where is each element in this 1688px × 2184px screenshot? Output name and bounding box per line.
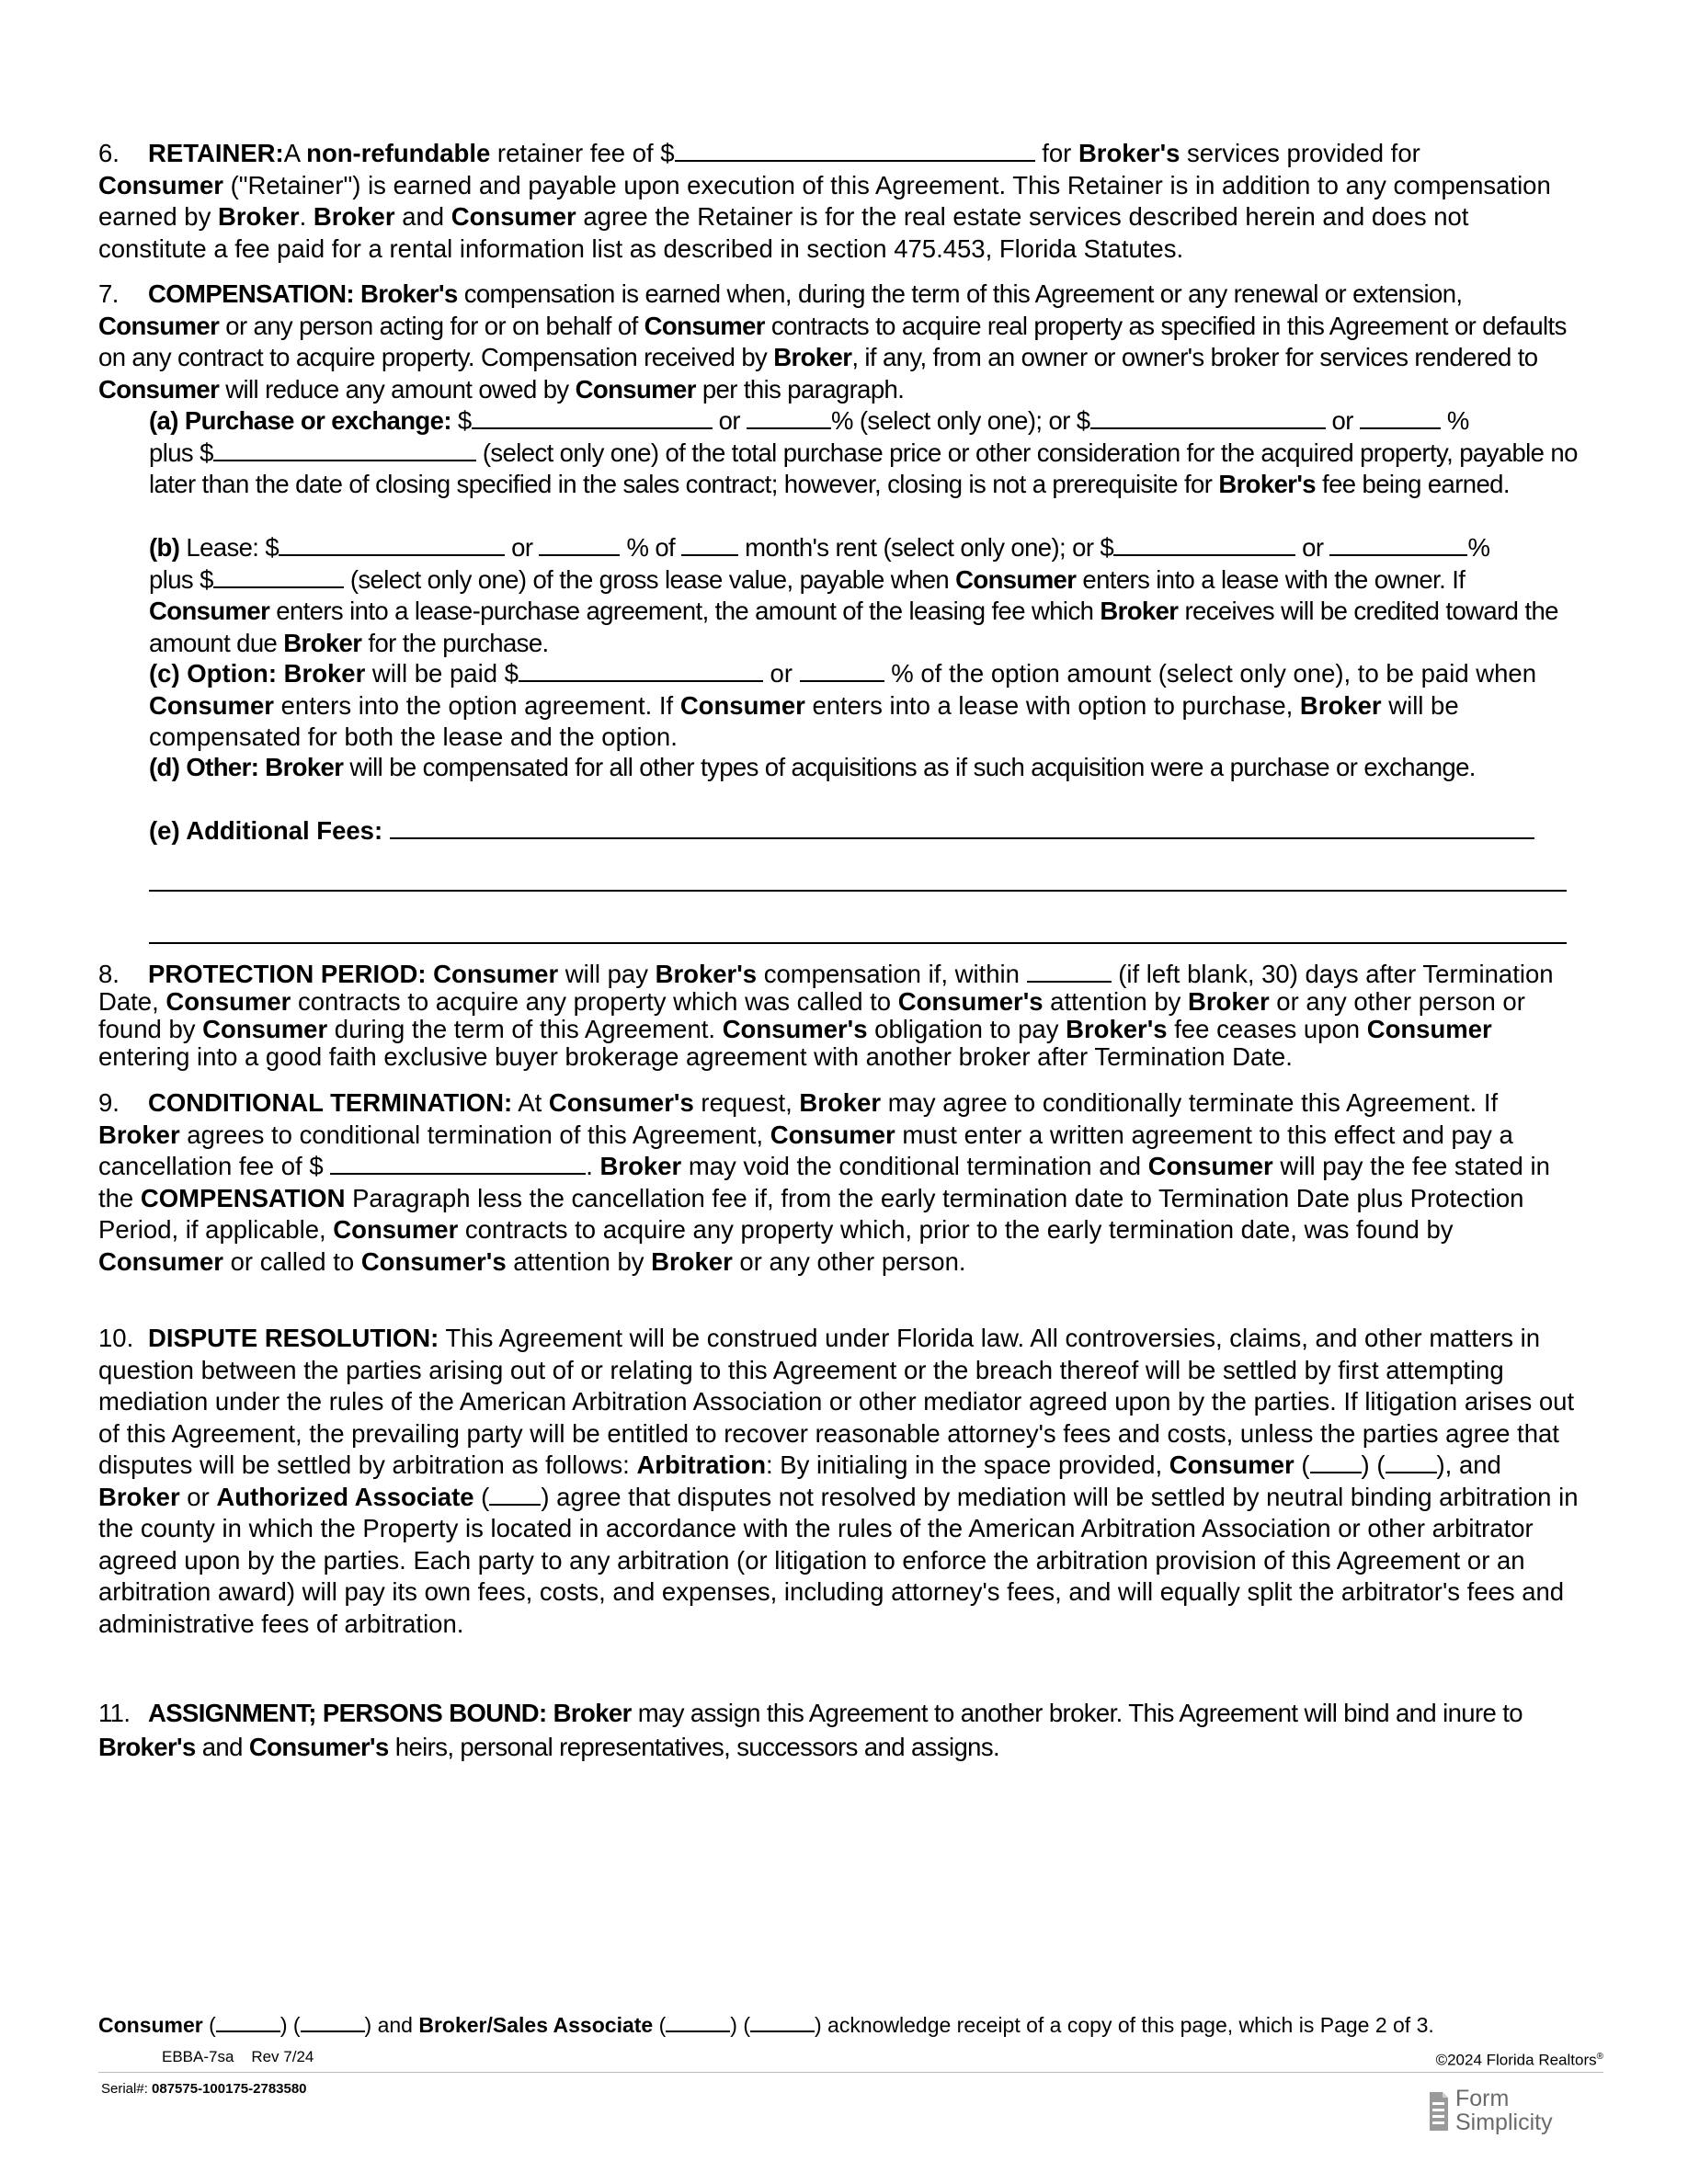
retainer-fee-field[interactable] xyxy=(675,138,1035,162)
section-number: 11. xyxy=(98,1699,131,1727)
subsection-additional-fees xyxy=(149,815,1583,847)
cancellation-fee-field[interactable] xyxy=(330,1151,586,1175)
section-number: 9. xyxy=(98,1088,120,1117)
subsection-other: (d) Other: Broker will be compensated for all other types of acquisitions as if such acquisition were a purchase or exchange. xyxy=(149,753,1476,781)
section-conditional-termination: 9. CONDITIONAL TERMINATION: At Consumer's request, Broker may agree to conditionally terminate this Agreement. If Broker agrees to conditional termination of this Agreement, Consumer must enter a written agreement to this effect and pay a cancellation fee of $ . Broker may void the conditional termination and Consumer will pay the fee stated in the COMPENSATION Paragraph less the cancellation fee if, from the early termination date to Termination Date plus Protection Period, if applicable, Consumer contracts to acquire any property which, prior to the early termination date, was found by Consumer or called to Consumer's attention by Broker or any other person. xyxy=(98,1088,1550,1276)
additional-fees-line-3[interactable] xyxy=(149,942,1567,944)
section-heading: COMPENSATION: xyxy=(148,279,354,308)
purchase-plus-field[interactable] xyxy=(213,438,476,461)
section-number: 7. xyxy=(98,279,119,308)
protection-days-field[interactable] xyxy=(1027,959,1112,983)
subsection-lease: (b) Lease: $ or % of month's rent (select only one); or $ or % plus $ (select only one) of the gross lease value, payable when Consumer enters into a lease with the owner. If Consumer enters into a lease-purchase agreement, the amount of the leasing fee which Broker receives will be credited toward the amount due Broker for the purchase. xyxy=(149,533,1558,657)
subsection-label: (b) xyxy=(149,533,180,562)
purchase-amount-field[interactable] xyxy=(472,405,713,429)
footer-broker-initial-2[interactable] xyxy=(750,2012,815,2032)
lease-amount-field[interactable] xyxy=(279,532,505,556)
subsection-purchase: (a) Purchase or exchange: $ or % (select only one); or $ or % plus $ (select only one) of the total purchase price or other consideration for the acquired property, payable no later than the date of closing specified in the sales contract; however, closing is not a prerequisite for Broker's fee being earned. xyxy=(149,406,1578,498)
section-number: 8. xyxy=(98,960,120,988)
section-number: 10. xyxy=(98,1324,134,1352)
footer-divider xyxy=(98,2072,1603,2073)
footer-broker-initial-1[interactable] xyxy=(666,2012,730,2032)
subsection-label: (c) Option: xyxy=(149,659,277,688)
purchase-percent-alt-field[interactable] xyxy=(1360,405,1441,429)
additional-fees-field[interactable] xyxy=(390,815,1534,839)
serial-number: Serial#: 087575-100175-2783580 xyxy=(101,2081,307,2097)
associate-initial-field[interactable] xyxy=(489,1482,541,1506)
lease-percent-field[interactable] xyxy=(539,532,620,556)
consumer-initial-2-field[interactable] xyxy=(1386,1450,1437,1473)
form-id: EBBA-7sa Rev 7/24 xyxy=(162,2048,314,2065)
logo-text: Form Simplicity xyxy=(1455,2086,1553,2135)
section-heading: ASSIGNMENT; PERSONS BOUND: xyxy=(148,1699,547,1727)
lease-percent-alt-field[interactable] xyxy=(1329,532,1467,556)
footer-acknowledgement: Consumer ( ) ( ) and Broker/Sales Associate ( ) ( ) acknowledge receipt of a copy of this page, which is Page 2 of 3. xyxy=(98,2013,1434,2037)
footer-consumer-initial-2[interactable] xyxy=(301,2012,365,2032)
section-number: 6. xyxy=(98,139,120,167)
section-heading: PROTECTION PERIOD: xyxy=(148,960,427,988)
option-percent-field[interactable] xyxy=(800,658,884,682)
lease-plus-field[interactable] xyxy=(213,564,344,588)
document-icon xyxy=(1428,2090,1450,2133)
copyright: ©2024 Florida Realtors® xyxy=(1435,2051,1603,2069)
subsection-label: (e) Additional Fees: xyxy=(149,816,383,845)
section-compensation: 7. COMPENSATION: Broker's compensation is earned when, during the term of this Agreement or any renewal or extension, Consumer or any person acting for or on behalf of Consumer contracts to acquire real property as specified in this Agreement or defaults on any contract to acquire property. Compensation received by Broker, if any, from an owner or owner's broker for services rendered to Consumer will reduce any amount owed by Consumer per this paragraph. xyxy=(98,279,1567,404)
section-heading: DISPUTE RESOLUTION: xyxy=(148,1324,439,1352)
consumer-initial-1-field[interactable] xyxy=(1310,1450,1362,1473)
subsection-label: (d) Other: xyxy=(149,753,259,781)
purchase-percent-field[interactable] xyxy=(747,405,831,429)
additional-fees-line-2[interactable] xyxy=(149,890,1567,892)
form-simplicity-logo xyxy=(1428,2087,1575,2138)
subsection-option: (c) Option: Broker will be paid $ or % of the option amount (select only one), to be paid when Consumer enters into the option agreement. If Consumer enters into a lease with option to purchase, Broker will be compensated for both the lease and the option. xyxy=(149,659,1536,751)
section-retainer: 6. RETAINER:A non-refundable retainer fee of $ for Broker's services provided for Consumer ("Retainer") is earned and payable upon execution of this Agreement. This Retainer is in addition to any compensation earned by Broker. Broker and Consumer agree the Retainer is for the real estate services described herein and does not constitute a fee paid for a rental information list as described in section 475.453, Florida Statutes. xyxy=(98,139,1551,263)
subsection-label: (a) Purchase or exchange: xyxy=(149,406,451,435)
section-dispute-resolution: 10. DISPUTE RESOLUTION: This Agreement will be construed under Florida law. All controversies, claims, and other matters in question between the parties arising out of or relating to this Agreement or the breach thereof will be settled by first attempting mediation under the rules of the American Arbitration Association or other mediator agreed upon by the parties. If litigation arises out of this Agreement, the prevailing party will be entitled to recover reasonable attorney's fees and costs, unless the parties agree that disputes will be settled by arbitration as follows: Arbitration: By initialing in the space provided, Consumer ( ) ( ), and Broker or Authorized Associate ( ) agree that disputes not resolved by mediation will be settled by neutral binding arbitration in the county in which the Property is located in accordance with the rules of the American Arbitration Association or other arbitrator agreed upon by the parties. Each party to any arbitration (or litigation to enforce the arbitration provision of this Agreement or an arbitration award) will pay its own fees, costs, and expenses, including attorney's fees, and will equally split the arbitrator's fees and administrative fees of arbitration. xyxy=(98,1324,1579,1638)
section-heading: CONDITIONAL TERMINATION: xyxy=(148,1088,513,1117)
section-protection-period: 8. PROTECTION PERIOD: Consumer will pay Broker's compensation if, within (if left blank, 30) days after Termination Date, Consumer contracts to acquire any property which was called to Consumer's attention by Broker or any other person or found by Consumer during the term of this Agreement. Consumer's obligation to pay Broker's fee ceases upon Consumer entering into a good faith exclusive buyer brokerage agreement with another broker after Termination Date. xyxy=(98,960,1554,1071)
section-assignment: 11. ASSIGNMENT; PERSONS BOUND: Broker may assign this Agreement to another broker. This Agreement will bind and inure to Broker's and Consumer's heirs, personal representatives, successors and assigns. xyxy=(98,1696,1583,1764)
section-heading: RETAINER: xyxy=(148,139,284,167)
purchase-amount-alt-field[interactable] xyxy=(1090,405,1326,429)
lease-amount-alt-field[interactable] xyxy=(1113,532,1295,556)
option-amount-field[interactable] xyxy=(519,658,763,682)
footer-consumer-initial-1[interactable] xyxy=(216,2012,280,2032)
lease-months-field[interactable] xyxy=(681,532,738,556)
